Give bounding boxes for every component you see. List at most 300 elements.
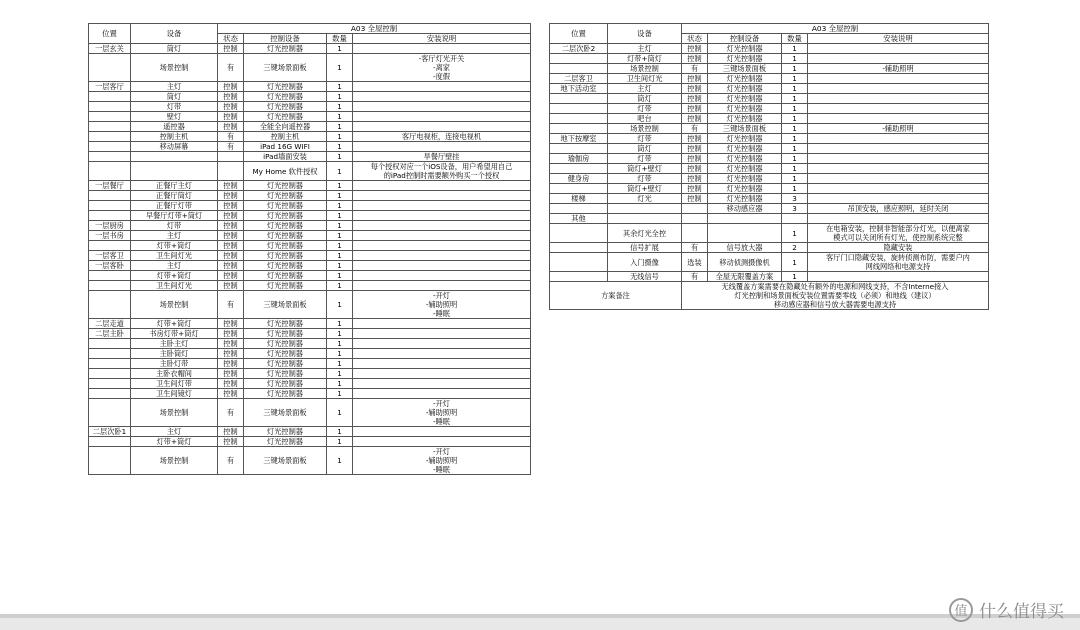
cell-quantity: 1: [782, 44, 808, 54]
cell-device: 灯带+筒灯: [131, 437, 218, 447]
cell-quantity: 1: [327, 54, 353, 82]
header-install-notes: 安装说明: [353, 34, 531, 44]
cell-install-notes: [353, 221, 531, 231]
cell-install-notes: [353, 281, 531, 291]
cell-location: [89, 359, 131, 369]
cell-install-notes: [353, 359, 531, 369]
cell-status: 控制: [682, 54, 708, 64]
cell-device: 无线信号: [608, 272, 682, 282]
cell-location: [550, 64, 608, 74]
cell-quantity: 1: [782, 114, 808, 124]
cell-device: 场景控制: [131, 399, 218, 427]
cell-device: 移动屏幕: [131, 142, 218, 152]
cell-install-notes: [808, 184, 989, 194]
cell-location: 一层客卫: [89, 251, 131, 261]
cell-device: 卫生间灯光: [131, 251, 218, 261]
header-quantity: 数量: [327, 34, 353, 44]
cell-control-device: 灯光控制器: [244, 281, 327, 291]
cell-device: 控制主机: [131, 132, 218, 142]
table-row: [89, 379, 531, 389]
cell-location: [89, 162, 131, 181]
cell-device: 正餐厅灯带: [131, 201, 218, 211]
cell-location: [89, 152, 131, 162]
cell-status: 控制: [218, 82, 244, 92]
cell-install-notes: [353, 261, 531, 271]
cell-control-device: 灯光控制器: [244, 251, 327, 261]
cell-device: 主灯: [131, 427, 218, 437]
cell-control-device: 灯光控制器: [244, 112, 327, 122]
cell-device: 正餐厅筒灯: [131, 191, 218, 201]
cell-control-device: 信号放大器: [708, 243, 782, 253]
table-row: [550, 243, 989, 253]
table-row: [89, 162, 531, 181]
cell-status: 控制: [218, 112, 244, 122]
cell-status: 有: [682, 64, 708, 74]
cell-status: 控制: [682, 94, 708, 104]
cell-install-notes: [353, 369, 531, 379]
cell-status: 有: [682, 243, 708, 253]
table-row: [550, 194, 989, 204]
cell-quantity: 1: [327, 427, 353, 437]
cell-status: 控制: [218, 122, 244, 132]
cell-status: 控制: [218, 359, 244, 369]
left-spreadsheet: [88, 23, 531, 475]
cell-install-notes: [353, 201, 531, 211]
cell-control-device: 灯光控制器: [708, 154, 782, 164]
cell-quantity: 1: [782, 164, 808, 174]
table-title: A03 全屋控制: [682, 24, 989, 34]
cell-device: 吧台: [608, 114, 682, 124]
bottom-divider: [0, 614, 1080, 618]
cell-install-notes: -辅助照明: [808, 64, 989, 74]
cell-device: 灯带: [608, 134, 682, 144]
table-row: [550, 114, 989, 124]
cell-device: 场景控制: [608, 124, 682, 134]
cell-quantity: 1: [327, 281, 353, 291]
cell-status: 控制: [218, 44, 244, 54]
cell-device: 场景控制: [608, 64, 682, 74]
header-row: [89, 24, 531, 34]
cell-control-device: 三键场景面板: [244, 399, 327, 427]
table-row: [89, 112, 531, 122]
cell-status: 控制: [682, 164, 708, 174]
cell-control-device: 灯光控制器: [708, 184, 782, 194]
cell-control-device: 灯光控制器: [244, 329, 327, 339]
table-row: [89, 102, 531, 112]
cell-device: [131, 152, 218, 162]
cell-location: [89, 437, 131, 447]
cell-install-notes: [808, 134, 989, 144]
cell-quantity: 1: [327, 211, 353, 221]
cell-install-notes: [353, 389, 531, 399]
cell-quantity: 1: [327, 379, 353, 389]
cell-quantity: 1: [327, 389, 353, 399]
cell-location: 二层客卫: [550, 74, 608, 84]
cell-quantity: 1: [327, 319, 353, 329]
table-row: [550, 174, 989, 184]
cell-install-notes: -开灯 -辅助照明 -睡眠: [353, 399, 531, 427]
cell-status: 控制: [682, 134, 708, 144]
cell-status: 控制: [218, 379, 244, 389]
cell-status: 控制: [218, 437, 244, 447]
cell-install-notes: [353, 112, 531, 122]
cell-device: 主灯: [608, 84, 682, 94]
cell-location: [89, 132, 131, 142]
cell-device: [608, 204, 682, 214]
cell-control-device: 灯光控制器: [708, 84, 782, 94]
table-row: [89, 437, 531, 447]
cell-status: 控制: [682, 174, 708, 184]
table-row: [89, 281, 531, 291]
cell-quantity: 3: [782, 204, 808, 214]
header-install-notes: 安装说明: [808, 34, 989, 44]
cell-install-notes: -开灯 -辅助照明 -睡眠: [353, 447, 531, 475]
cell-install-notes: [808, 194, 989, 204]
cell-control-device: 灯光控制器: [708, 94, 782, 104]
cell-location: 二层次卧2: [550, 44, 608, 54]
cell-install-notes: -客厅灯光开关 -离家 -度假: [353, 54, 531, 82]
cell-device: 筒灯: [608, 94, 682, 104]
cell-install-notes: 客厅电视柜，连接电视机: [353, 132, 531, 142]
table-row: [550, 272, 989, 282]
cell-device: 早餐厅灯带+筒灯: [131, 211, 218, 221]
cell-device: [131, 162, 218, 181]
cell-status: 控制: [682, 74, 708, 84]
cell-location: [89, 92, 131, 102]
cell-quantity: 1: [782, 54, 808, 64]
cell-device: 其余灯光全控: [608, 224, 682, 243]
cell-device: 主卧衣帽间: [131, 369, 218, 379]
cell-status: 控制: [218, 369, 244, 379]
remark-label: 方案备注: [550, 282, 682, 310]
table-row: [89, 339, 531, 349]
cell-install-notes: [808, 144, 989, 154]
cell-device: 灯带+筒灯: [608, 54, 682, 64]
cell-device: 卫生间灯光: [131, 281, 218, 291]
cell-quantity: 1: [327, 437, 353, 447]
cell-control-device: 灯光控制器: [244, 379, 327, 389]
table-row: [89, 349, 531, 359]
cell-status: 控制: [218, 281, 244, 291]
cell-control-device: 灯光控制器: [708, 164, 782, 174]
table-row: [550, 54, 989, 64]
cell-control-device: 灯光控制器: [244, 191, 327, 201]
cell-location: 健身房: [550, 174, 608, 184]
cell-control-device: 灯光控制器: [244, 369, 327, 379]
cell-status: [682, 224, 708, 243]
cell-install-notes: [353, 329, 531, 339]
cell-quantity: 1: [782, 144, 808, 154]
cell-install-notes: [808, 164, 989, 174]
cell-location: [89, 291, 131, 319]
cell-quantity: 1: [327, 44, 353, 54]
cell-status: 控制: [218, 231, 244, 241]
cell-status: 有: [218, 142, 244, 152]
cell-control-device: 灯光控制器: [708, 74, 782, 84]
cell-control-device: 移动感应器: [708, 204, 782, 214]
cell-status: 控制: [682, 144, 708, 154]
cell-install-notes: -开灯 -辅助照明 -睡眠: [353, 291, 531, 319]
table-row: [89, 181, 531, 191]
cell-device: 筒灯: [131, 44, 218, 54]
header-control-device: 控制设备: [708, 34, 782, 44]
cell-quantity: 1: [782, 64, 808, 74]
cell-location: [89, 399, 131, 427]
table-row: [550, 64, 989, 74]
cell-location: 楼梯: [550, 194, 608, 204]
table-title: A03 全屋控制: [218, 24, 531, 34]
table-row: [550, 74, 989, 84]
cell-install-notes: [808, 104, 989, 114]
cell-quantity: 1: [327, 201, 353, 211]
table-row: [89, 291, 531, 319]
cell-control-device: iPad墙面安装: [244, 152, 327, 162]
cell-control-device: 三键场景面板: [244, 54, 327, 82]
cell-control-device: 灯光控制器: [244, 427, 327, 437]
table-row: [550, 124, 989, 134]
table-row: [89, 44, 531, 54]
cell-install-notes: [808, 94, 989, 104]
cell-location: [89, 54, 131, 82]
cell-control-device: 灯光控制器: [244, 339, 327, 349]
cell-location: 二层主卧: [89, 329, 131, 339]
cell-control-device: 灯光控制器: [708, 114, 782, 124]
table-row: [89, 369, 531, 379]
cell-device: 场景控制: [131, 447, 218, 475]
table-row: [89, 152, 531, 162]
cell-status: 控制: [218, 211, 244, 221]
table-row: [89, 271, 531, 281]
cell-location: 二层走道: [89, 319, 131, 329]
cell-control-device: 灯光控制器: [244, 82, 327, 92]
cell-quantity: 1: [327, 241, 353, 251]
cell-quantity: 1: [327, 132, 353, 142]
left-table: [88, 23, 531, 475]
cell-control-device: [708, 224, 782, 243]
cell-control-device: 灯光控制器: [244, 389, 327, 399]
cell-control-device: 灯光控制器: [244, 221, 327, 231]
cell-quantity: 1: [327, 447, 353, 475]
cell-quantity: 1: [327, 359, 353, 369]
cell-location: [89, 447, 131, 475]
cell-quantity: 1: [782, 272, 808, 282]
cell-status: 控制: [218, 329, 244, 339]
cell-control-device: [708, 214, 782, 224]
cell-location: [550, 94, 608, 104]
cell-device: 筒灯: [131, 92, 218, 102]
cell-control-device: 三键场景面板: [244, 447, 327, 475]
cell-control-device: 移动侦测摄像机: [708, 253, 782, 272]
table-row: [89, 211, 531, 221]
cell-control-device: 三键场景面板: [708, 124, 782, 134]
cell-location: [89, 339, 131, 349]
cell-install-notes: [808, 272, 989, 282]
cell-location: [89, 349, 131, 359]
cell-location: [550, 253, 608, 272]
cell-status: 有: [218, 447, 244, 475]
cell-control-device: 灯光控制器: [244, 201, 327, 211]
cell-control-device: 灯光控制器: [244, 181, 327, 191]
cell-control-device: 灯光控制器: [244, 359, 327, 369]
cell-status: 控制: [218, 339, 244, 349]
cell-status: 控制: [682, 114, 708, 124]
cell-quantity: 1: [327, 152, 353, 162]
remark-text: 无线覆盖方案需要在隐藏处有额外的电源和网线支持，不含Interne接入 灯光控制和场景面板安装位置需要零线（必须）和地线（建议） 移动感应器和信号放大器需要电源支持: [682, 282, 989, 310]
cell-quantity: 1: [327, 112, 353, 122]
cell-status: 控制: [682, 44, 708, 54]
cell-install-notes: [808, 84, 989, 94]
cell-status: 有: [218, 291, 244, 319]
cell-install-notes: 客厅门口隐藏安装，旋转侦测布防，需要户内 网线网络和电源支持: [808, 253, 989, 272]
cell-install-notes: [353, 271, 531, 281]
table-row: [89, 319, 531, 329]
cell-device: [608, 214, 682, 224]
cell-install-notes: [353, 437, 531, 447]
cell-status: 控制: [682, 194, 708, 204]
table-row: [550, 104, 989, 114]
cell-status: 控制: [218, 221, 244, 231]
cell-status: 控制: [218, 261, 244, 271]
cell-status: 控制: [218, 271, 244, 281]
cell-location: [89, 211, 131, 221]
cell-quantity: 1: [327, 82, 353, 92]
table-row: [550, 184, 989, 194]
cell-install-notes: [353, 181, 531, 191]
cell-location: [89, 102, 131, 112]
table-row: [89, 54, 531, 82]
cell-device: 主卧灯带: [131, 359, 218, 369]
table-row: [550, 253, 989, 272]
cell-location: 一层玄关: [89, 44, 131, 54]
header-device: 设备: [131, 24, 218, 44]
cell-location: [89, 379, 131, 389]
cell-location: [89, 191, 131, 201]
cell-location: [89, 281, 131, 291]
table-row: [89, 191, 531, 201]
cell-status: 控制: [682, 184, 708, 194]
cell-location: [550, 243, 608, 253]
table-row: [550, 84, 989, 94]
cell-install-notes: [808, 114, 989, 124]
cell-install-notes: [808, 214, 989, 224]
cell-device: 入门摄像: [608, 253, 682, 272]
cell-location: [550, 144, 608, 154]
cell-device: 遥控器: [131, 122, 218, 132]
cell-status: [682, 204, 708, 214]
cell-device: 灯带+筒灯: [131, 271, 218, 281]
cell-quantity: 1: [782, 184, 808, 194]
table-row: [89, 399, 531, 427]
cell-device: 主灯: [131, 231, 218, 241]
cell-control-device: 全屋无限覆盖方案: [708, 272, 782, 282]
cell-location: 一层厨房: [89, 221, 131, 231]
cell-install-notes: [353, 231, 531, 241]
right-table: [549, 23, 989, 310]
cell-install-notes: [353, 191, 531, 201]
cell-control-device: 灯光控制器: [244, 211, 327, 221]
table-row: [89, 92, 531, 102]
cell-install-notes: [353, 142, 531, 152]
cell-control-device: 灯光控制器: [244, 231, 327, 241]
cell-device: 主卧筒灯: [131, 349, 218, 359]
cell-install-notes: [353, 82, 531, 92]
watermark: [949, 597, 1064, 622]
table-row: [550, 94, 989, 104]
cell-install-notes: [353, 122, 531, 132]
cell-location: 二层次卧1: [89, 427, 131, 437]
cell-install-notes: [808, 54, 989, 64]
cell-control-device: 灯光控制器: [244, 261, 327, 271]
header-control-device: 控制设备: [244, 34, 327, 44]
cell-status: [218, 162, 244, 181]
cell-status: 控制: [218, 251, 244, 261]
table-row: [89, 122, 531, 132]
cell-location: [550, 54, 608, 64]
table-row: [550, 134, 989, 144]
cell-status: 控制: [218, 389, 244, 399]
cell-status: 控制: [218, 241, 244, 251]
cell-control-device: 三键场景面板: [244, 291, 327, 319]
table-row: [89, 142, 531, 152]
cell-device: 灯光: [608, 194, 682, 204]
cell-status: 控制: [218, 92, 244, 102]
table-row: [89, 251, 531, 261]
table-row: [89, 329, 531, 339]
cell-quantity: 1: [327, 142, 353, 152]
right-spreadsheet: [549, 23, 989, 310]
cell-install-notes: [808, 44, 989, 54]
table-row: [89, 231, 531, 241]
cell-quantity: 1: [782, 94, 808, 104]
cell-status: 控制: [218, 191, 244, 201]
cell-control-device: 灯光控制器: [708, 134, 782, 144]
cell-quantity: 1: [327, 102, 353, 112]
cell-quantity: 1: [327, 191, 353, 201]
header-location: 位置: [89, 24, 131, 44]
cell-quantity: 1: [782, 174, 808, 184]
header-row: [550, 24, 989, 34]
cell-quantity: 2: [782, 243, 808, 253]
cell-location: 其他: [550, 214, 608, 224]
cell-install-notes: [353, 251, 531, 261]
cell-status: 控制: [218, 349, 244, 359]
table-row: [89, 261, 531, 271]
cell-quantity: 1: [327, 399, 353, 427]
cell-location: [89, 201, 131, 211]
cell-location: [550, 224, 608, 243]
cell-device: 灯带: [131, 102, 218, 112]
cell-device: 筒灯: [608, 144, 682, 154]
cell-device: 主灯: [131, 261, 218, 271]
cell-device: 筒灯+壁灯: [608, 164, 682, 174]
cell-install-notes: [808, 74, 989, 84]
cell-status: 有: [218, 132, 244, 142]
table-row: [89, 221, 531, 231]
cell-install-notes: 吊顶安装，感应照明，延时关闭: [808, 204, 989, 214]
cell-location: [89, 122, 131, 132]
cell-quantity: 3: [782, 194, 808, 204]
cell-device: 卫生间镜灯: [131, 389, 218, 399]
cell-device: 灯带: [608, 154, 682, 164]
table-row: [550, 224, 989, 243]
cell-control-device: 灯光控制器: [708, 174, 782, 184]
table-row: [550, 164, 989, 174]
cell-location: 地下按摩室: [550, 134, 608, 144]
cell-install-notes: [353, 427, 531, 437]
cell-install-notes: [353, 44, 531, 54]
cell-install-notes: [353, 241, 531, 251]
cell-device: 壁灯: [131, 112, 218, 122]
